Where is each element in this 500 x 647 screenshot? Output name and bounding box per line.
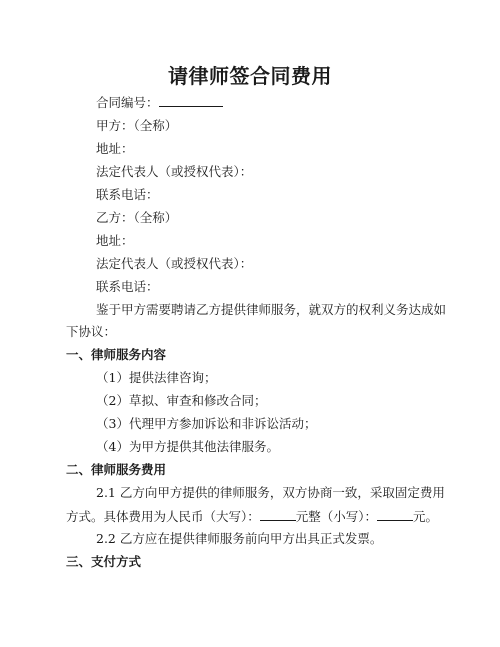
clause-2-1-line-1: 2.1 乙方向甲方提供的律师服务，双方协商一致，采取固定费用 — [96, 485, 445, 500]
clause-2-2: 2.2 乙方应在提供律师服务前向甲方出具正式发票。 — [96, 531, 383, 546]
document-title: 请律师签合同费用 — [168, 64, 332, 88]
section-1-heading: 一、律师服务内容 — [66, 347, 167, 362]
party-b-rep: 法定代表人（或授权代表）： — [96, 256, 253, 271]
section-2-heading: 二、律师服务费用 — [66, 462, 167, 477]
contract-number-blank — [159, 94, 223, 107]
contract-number-line — [96, 94, 223, 111]
preamble-line-1: 鉴于甲方需要聘请乙方提供律师服务，就双方的权利义务达成如 — [96, 302, 447, 317]
party-a-rep: 法定代表人（或授权代表）： — [96, 164, 253, 179]
clause-2-1-text-b: 元整（小写）： — [295, 509, 378, 524]
preamble-line-2: 下协议： — [66, 324, 117, 339]
party-b-label: 乙方：（全称） — [96, 210, 178, 225]
contract-number-label: 合同编号： — [96, 95, 159, 110]
party-b-phone: 联系电话： — [96, 279, 159, 294]
party-a-phone: 联系电话： — [96, 187, 159, 202]
section-3-heading: 三、支付方式 — [66, 554, 142, 569]
clause-2-1-text-a: 方式。具体费用为人民币（大写）： — [66, 509, 260, 524]
clause-2-1-text-c: 元。 — [413, 509, 439, 524]
amount-words-blank — [260, 508, 296, 521]
party-b-address: 地址： — [96, 233, 134, 248]
clause-2-1-line-2 — [66, 508, 438, 525]
party-a-address: 地址： — [96, 141, 134, 156]
section-1-item: （2）草拟、审查和修改合同； — [96, 393, 267, 408]
section-1-item: （4）为甲方提供其他法律服务。 — [96, 439, 279, 454]
section-1-item: （1）提供法律咨询； — [96, 370, 217, 385]
section-1-item: （3）代理甲方参加诉讼和非诉讼活动； — [96, 416, 317, 431]
party-a-label: 甲方：（全称） — [96, 118, 178, 133]
amount-figures-blank — [377, 508, 413, 521]
